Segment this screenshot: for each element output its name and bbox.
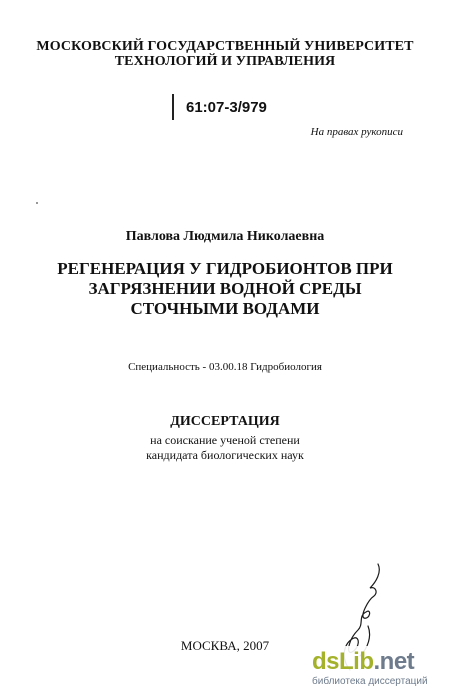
registry-code: 61:07-3/979 (186, 98, 267, 116)
registry-code-block (172, 95, 267, 119)
university-name-line2: ТЕХНОЛОГИЙ И УПРАВЛЕНИЯ (114, 54, 336, 69)
watermark-caption: библиотека диссертаций (312, 675, 428, 687)
watermark-logo-ds: dsLib (312, 647, 374, 675)
specialty-line: Специальность - 03.00.18 Гидробиология (128, 361, 322, 373)
rights-note: На правах рукописи (310, 126, 403, 138)
university-name-line1: МОСКОВСКИЙ ГОСУДАРСТВЕННЫЙ УНИВЕРСИТЕТ (36, 39, 414, 54)
watermark-logo-net: .net (373, 647, 415, 675)
author-name: Павлова Людмила Николаевна (125, 229, 325, 244)
scan-speck (36, 202, 38, 204)
degree-line1: на соискание ученой степени (150, 433, 300, 447)
city-year: МОСКВА, 2007 (180, 638, 270, 653)
dslib-watermark (312, 646, 442, 690)
watermark-logo (312, 647, 415, 675)
dissertation-title: РЕГЕНЕРАЦИЯ У ГИДРОБИОНТОВ ПРИ ЗАГРЯЗНЕНИИ ВОДНОЙ СРЕДЫ СТОЧНЫМИ ВОДАМИ (57, 259, 393, 318)
dissertation-heading: ДИССЕРТАЦИЯ (170, 414, 280, 429)
registry-code-bar (172, 94, 174, 120)
watermark-text (312, 647, 428, 687)
degree-line2: кандидата биологических наук (146, 448, 304, 462)
